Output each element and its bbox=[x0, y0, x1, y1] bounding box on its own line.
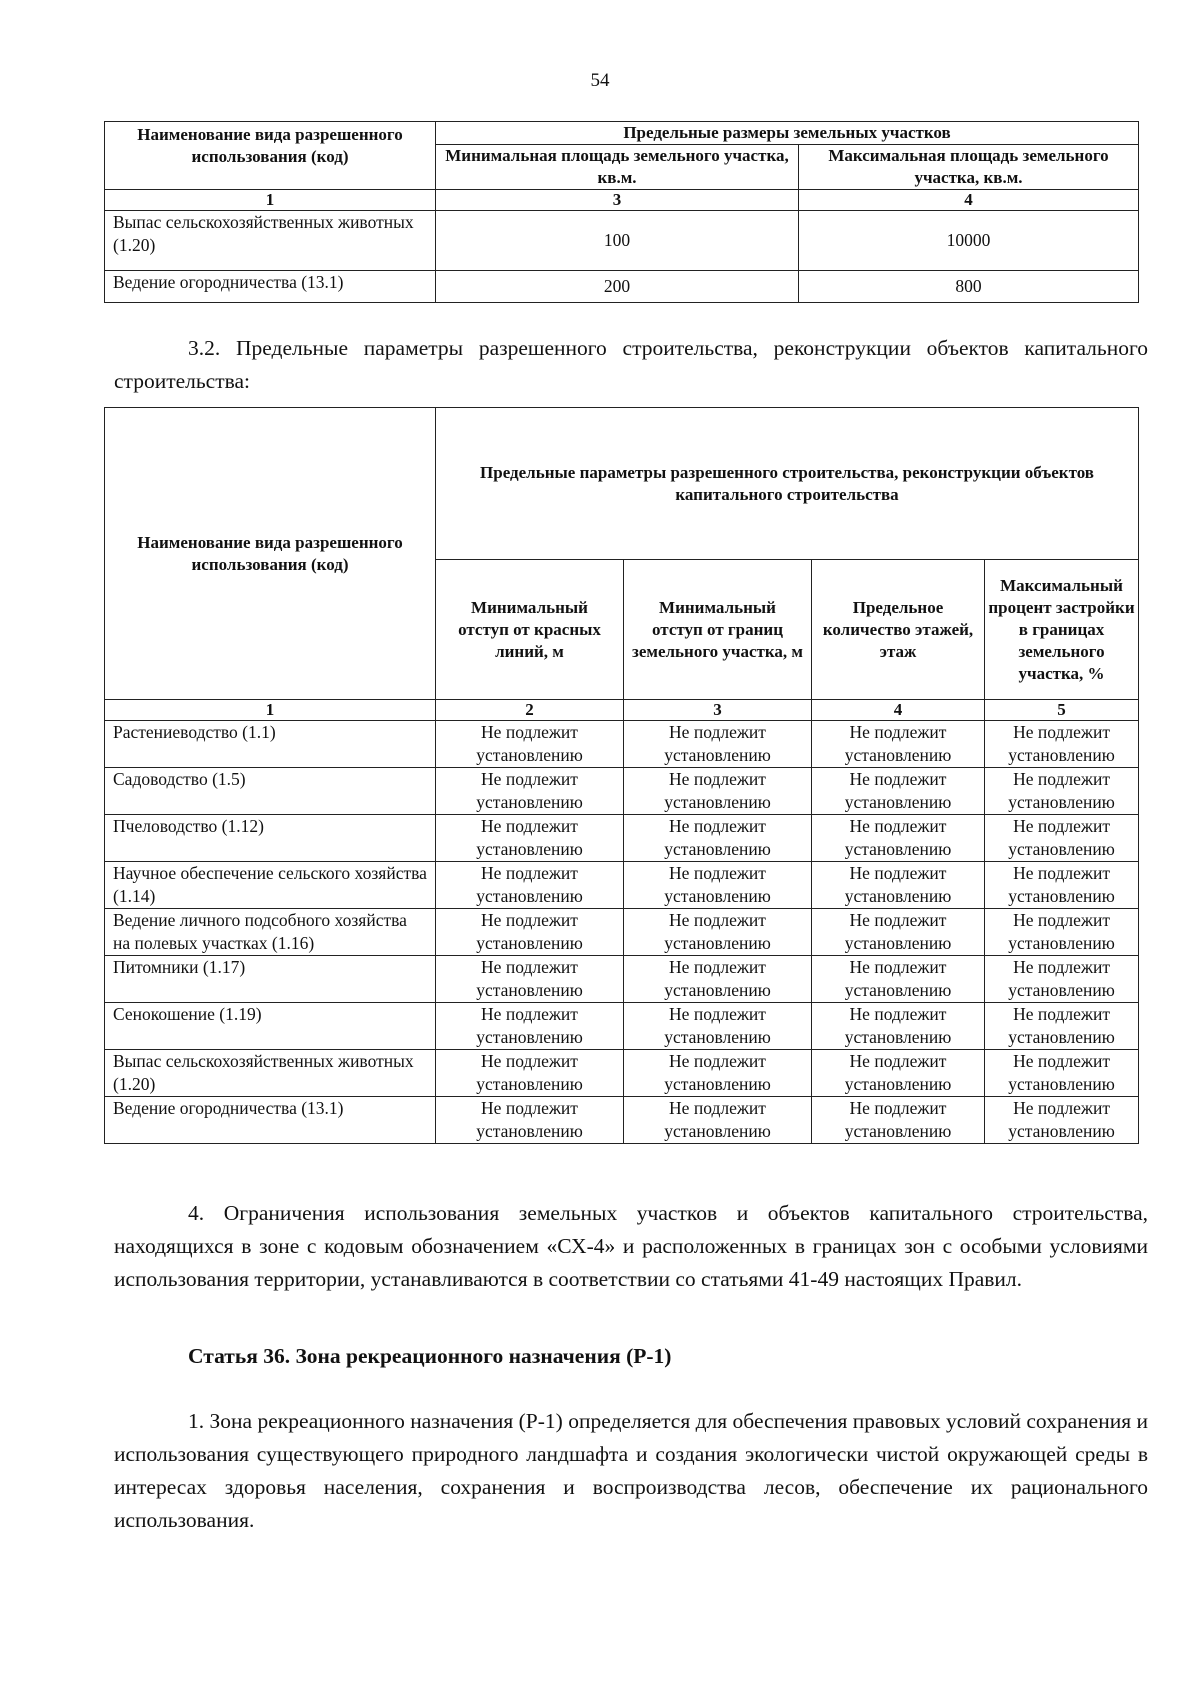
t2-cell-coverage: Не подлежит установлению bbox=[985, 956, 1139, 1003]
t1-header-name: Наименование вида разрешенного использования (код) bbox=[105, 122, 436, 190]
t2-cell-boundaries: Не подлежит установлению bbox=[624, 768, 812, 815]
table-row bbox=[105, 1097, 1139, 1144]
article-36-title: Статья 36. Зона рекреационного назначения (Р-1) bbox=[188, 1344, 672, 1368]
table-row bbox=[105, 211, 1139, 271]
table-row bbox=[105, 1003, 1139, 1050]
t2-cell-red-lines: Не подлежит установлению bbox=[436, 815, 624, 862]
t2-cell-boundaries: Не подлежит установлению bbox=[624, 1050, 812, 1097]
t1-row-min: 200 bbox=[436, 271, 799, 303]
construction-params-table bbox=[104, 407, 1139, 1144]
table-row bbox=[105, 909, 1139, 956]
t2-cell-floors: Не подлежит установлению bbox=[812, 1003, 985, 1050]
table-row bbox=[105, 768, 1139, 815]
t1-row-max: 10000 bbox=[799, 211, 1139, 271]
section-3-2: 3.2. Предельные параметры разрешенного строительства, реконструкции объектов капитального строительства: bbox=[114, 336, 1148, 393]
t2-row-name: Ведение личного подсобного хозяйства на полевых участках (1.16) bbox=[105, 909, 436, 956]
t2-cell-floors: Не подлежит установлению bbox=[812, 721, 985, 768]
t2-col-num: 4 bbox=[812, 700, 985, 721]
t2-cell-red-lines: Не подлежит установлению bbox=[436, 909, 624, 956]
section-4: 4. Ограничения использования земельных участков и объектов капитального строительства, находящихся в зоне с кодовым обозначением «СХ-4» и расположенных в границах зон с особыми условиями использования территории, устанавливаются в соответствии со статьями 41-49 настоящих Правил. bbox=[114, 1201, 1148, 1291]
t2-col-num: 2 bbox=[436, 700, 624, 721]
t2-row-name: Сенокошение (1.19) bbox=[105, 1003, 436, 1050]
t2-cell-red-lines: Не подлежит установлению bbox=[436, 1097, 624, 1144]
t2-cell-floors: Не подлежит установлению bbox=[812, 862, 985, 909]
t2-cell-floors: Не подлежит установлению bbox=[812, 768, 985, 815]
t2-cell-red-lines: Не подлежит установлению bbox=[436, 721, 624, 768]
table-row bbox=[105, 815, 1139, 862]
t2-cell-coverage: Не подлежит установлению bbox=[985, 721, 1139, 768]
t2-cell-floors: Не подлежит установлению bbox=[812, 1050, 985, 1097]
t1-row-min: 100 bbox=[436, 211, 799, 271]
t2-row-name: Пчеловодство (1.12) bbox=[105, 815, 436, 862]
t2-cell-red-lines: Не подлежит установлению bbox=[436, 768, 624, 815]
t2-cell-boundaries: Не подлежит установлению bbox=[624, 909, 812, 956]
t2-row-name: Питомники (1.17) bbox=[105, 956, 436, 1003]
table-row bbox=[105, 1050, 1139, 1097]
t2-row-name: Выпас сельскохозяйственных животных (1.20) bbox=[105, 1050, 436, 1097]
t2-col-boundaries: Минимальный отступ от границ земельного участка, м bbox=[624, 560, 812, 700]
t2-cell-boundaries: Не подлежит установлению bbox=[624, 815, 812, 862]
t2-header-group: Предельные параметры разрешенного строительства, реконструкции объектов капитального строительства bbox=[436, 408, 1139, 560]
t2-col-coverage: Максимальный процент застройки в границах земельного участка, % bbox=[985, 560, 1139, 700]
t2-cell-boundaries: Не подлежит установлению bbox=[624, 862, 812, 909]
land-plot-size-table bbox=[104, 121, 1139, 303]
t2-row-name: Научное обеспечение сельского хозяйства (1.14) bbox=[105, 862, 436, 909]
t2-cell-coverage: Не подлежит установлению bbox=[985, 862, 1139, 909]
t2-col-num: 3 bbox=[624, 700, 812, 721]
t2-cell-boundaries: Не подлежит установлению bbox=[624, 1097, 812, 1144]
t2-cell-red-lines: Не подлежит установлению bbox=[436, 1050, 624, 1097]
t1-row-max: 800 bbox=[799, 271, 1139, 303]
page-number: 54 bbox=[590, 70, 610, 91]
t2-row-name: Ведение огородничества (13.1) bbox=[105, 1097, 436, 1144]
article-36-paragraph-1: 1. Зона рекреационного назначения (Р-1) определяется для обеспечения правовых условий сохранения и использования существующего природного ландшафта и создания экологически чистой окружающей среды в интересах здоровья населения, сохранения и воспроизводства лесов, обеспечение их рационального использования. bbox=[114, 1409, 1148, 1532]
t2-col-num: 1 bbox=[105, 700, 436, 721]
t2-col-red-lines: Минимальный отступ от красных линий, м bbox=[436, 560, 624, 700]
table-row bbox=[105, 721, 1139, 768]
t2-cell-coverage: Не подлежит установлению bbox=[985, 1003, 1139, 1050]
t2-cell-coverage: Не подлежит установлению bbox=[985, 768, 1139, 815]
t2-cell-coverage: Не подлежит установлению bbox=[985, 815, 1139, 862]
t2-header-name: Наименование вида разрешенного использования (код) bbox=[105, 408, 436, 700]
t2-cell-boundaries: Не подлежит установлению bbox=[624, 956, 812, 1003]
t2-cell-floors: Не подлежит установлению bbox=[812, 1097, 985, 1144]
t1-col-num: 3 bbox=[436, 190, 799, 211]
t2-col-num: 5 bbox=[985, 700, 1139, 721]
t2-cell-coverage: Не подлежит установлению bbox=[985, 1050, 1139, 1097]
table-row bbox=[105, 271, 1139, 303]
t2-cell-coverage: Не подлежит установлению bbox=[985, 909, 1139, 956]
t2-cell-coverage: Не подлежит установлению bbox=[985, 1097, 1139, 1144]
t1-col-num: 1 bbox=[105, 190, 436, 211]
table-row bbox=[105, 956, 1139, 1003]
t2-col-floors: Предельное количество этажей, этаж bbox=[812, 560, 985, 700]
t2-row-name: Садоводство (1.5) bbox=[105, 768, 436, 815]
t2-cell-floors: Не подлежит установлению bbox=[812, 956, 985, 1003]
t2-cell-red-lines: Не подлежит установлению bbox=[436, 1003, 624, 1050]
t2-cell-floors: Не подлежит установлению bbox=[812, 815, 985, 862]
t2-cell-floors: Не подлежит установлению bbox=[812, 909, 985, 956]
t1-row-name: Ведение огородничества (13.1) bbox=[105, 271, 436, 303]
t1-header-group: Предельные размеры земельных участков bbox=[436, 122, 1139, 145]
t1-header-max: Максимальная площадь земельного участка, кв.м. bbox=[799, 145, 1139, 190]
t2-cell-boundaries: Не подлежит установлению bbox=[624, 721, 812, 768]
t2-cell-red-lines: Не подлежит установлению bbox=[436, 956, 624, 1003]
t1-col-num: 4 bbox=[799, 190, 1139, 211]
t1-row-name: Выпас сельскохозяйственных животных (1.20) bbox=[105, 211, 436, 271]
t1-header-min: Минимальная площадь земельного участка, кв.м. bbox=[436, 145, 799, 190]
t2-row-name: Растениеводство (1.1) bbox=[105, 721, 436, 768]
t2-cell-boundaries: Не подлежит установлению bbox=[624, 1003, 812, 1050]
table-row bbox=[105, 862, 1139, 909]
t2-cell-red-lines: Не подлежит установлению bbox=[436, 862, 624, 909]
